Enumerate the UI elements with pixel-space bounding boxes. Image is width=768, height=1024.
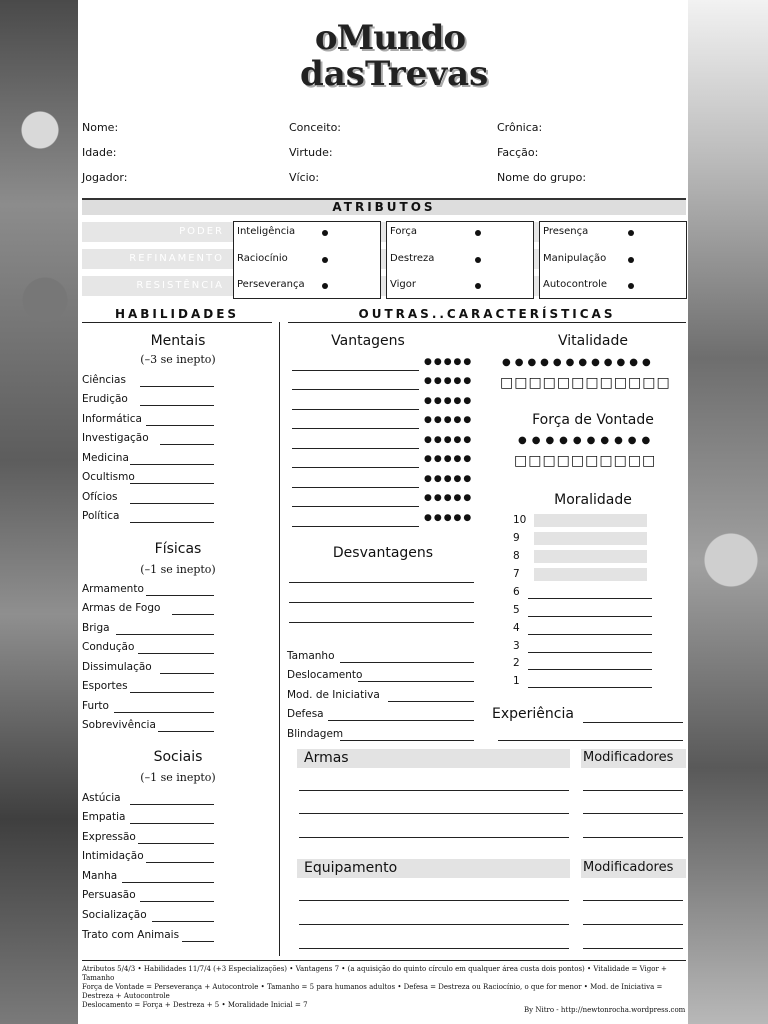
specialty-line[interactable] <box>122 882 214 883</box>
skill-armas-de-fogo: Armas de Fogo <box>82 602 161 614</box>
skill-oficios: Ofícios <box>82 491 118 503</box>
attr-forca: Força <box>390 226 418 237</box>
specialty-line[interactable] <box>114 712 214 713</box>
specialty-line[interactable] <box>140 405 214 406</box>
desvantagem-line[interactable] <box>289 602 474 603</box>
specialty-line[interactable] <box>160 673 214 674</box>
atributos-title: ATRIBUTOS <box>82 198 686 215</box>
specialty-line[interactable] <box>160 444 214 445</box>
armas-title: Armas <box>304 750 349 766</box>
skill-empatia: Empatia <box>82 811 126 823</box>
stat-mod-iniciativa: Mod. de Iniciativa <box>287 689 380 701</box>
vantagem-line[interactable] <box>292 389 419 390</box>
moral-bar[interactable] <box>534 532 647 545</box>
skill-manha: Manha <box>82 870 118 882</box>
skill-esportes: Esportes <box>82 680 128 692</box>
attr-raciocinio: Raciocínio <box>237 253 288 264</box>
sociais-penalty: (–1 se inepto) <box>140 771 216 784</box>
forca-vontade-boxes[interactable]: □□□□□□□□□□ <box>514 453 657 469</box>
forca-vontade-dots[interactable]: ●●●●●●●●●● <box>518 435 656 446</box>
skill-briga: Briga <box>82 622 110 634</box>
field-idade: Idade: <box>82 146 117 159</box>
equipamento-title: Equipamento <box>304 860 398 876</box>
attr-manipulacao: Manipulação <box>543 253 607 264</box>
vantagem-line[interactable] <box>292 370 419 371</box>
mentais-title: Mentais <box>150 333 206 349</box>
skill-erudicao: Erudição <box>82 393 128 405</box>
skill-socializacao: Socialização <box>82 909 147 921</box>
skill-dissimulacao: Dissimulação <box>82 661 152 673</box>
dot[interactable] <box>475 257 481 263</box>
specialty-line[interactable] <box>130 464 214 465</box>
specialty-line[interactable] <box>130 692 214 693</box>
footer-rules <box>82 965 686 1010</box>
equipamento-mod-line[interactable] <box>583 948 683 949</box>
specialty-line[interactable] <box>172 614 214 615</box>
vantagem-line[interactable] <box>292 487 419 488</box>
vantagens-title: Vantagens <box>331 333 405 349</box>
footer-line: Força de Vontade = Perseverança + Autocontrole • Tamanho = 5 para humanos adultos • Defesa = Destreza ou Raciocínio, o que for menor • Mod. de Iniciativa = Destreza + Autocontrole <box>82 983 663 1000</box>
equipamento-modificadores-title: Modificadores <box>583 860 674 875</box>
skill-politica: Política <box>82 510 120 522</box>
desvantagens-title: Desvantagens <box>332 545 434 561</box>
specialty-line[interactable] <box>116 634 214 635</box>
moral-level: 2 <box>513 657 520 669</box>
stat-blindagem: Blindagem <box>287 728 344 740</box>
attr-destreza: Destreza <box>390 253 435 264</box>
specialty-line[interactable] <box>130 503 214 504</box>
footer-credit: By Nitro - http://newtonrocha.wordpress.com <box>524 1006 686 1014</box>
moral-line[interactable] <box>528 598 652 599</box>
arma-mod-line[interactable] <box>583 837 683 838</box>
attr-presenca: Presença <box>543 226 589 237</box>
skill-investigacao: Investigação <box>82 432 149 444</box>
moral-level: 4 <box>513 622 520 634</box>
moral-line[interactable] <box>528 669 652 670</box>
specialty-line[interactable] <box>182 941 214 942</box>
skill-informatica: Informática <box>82 413 142 425</box>
equipamento-line[interactable] <box>299 900 569 901</box>
skill-conducao: Condução <box>82 641 135 653</box>
dot[interactable] <box>628 230 634 236</box>
specialty-line[interactable] <box>140 901 214 902</box>
vantagem-line[interactable] <box>292 467 419 468</box>
moral-line[interactable] <box>528 687 652 688</box>
stat-line[interactable] <box>340 662 474 663</box>
armas-modificadores-title: Modificadores <box>583 750 674 765</box>
forca-vontade-title: Força de Vontade <box>532 412 654 428</box>
moral-bar[interactable] <box>534 568 647 581</box>
moral-level: 1 <box>513 675 520 687</box>
vantagem-dots[interactable]: ●●●●● <box>424 396 474 406</box>
specialty-line[interactable] <box>130 804 214 805</box>
habilidades-title: HABILIDADES <box>82 307 272 323</box>
vantagem-dots[interactable]: ●●●●● <box>424 435 474 445</box>
footer-line: Deslocamento = Força + Destreza + 5 • Moralidade Inicial = 7 <box>82 1001 308 1009</box>
sociais-title: Sociais <box>153 749 203 765</box>
dot[interactable] <box>628 257 634 263</box>
dot[interactable] <box>628 283 634 289</box>
attr-autocontrole: Autocontrole <box>543 279 608 290</box>
logo: oMundo dasTrevas <box>300 18 489 94</box>
dot[interactable] <box>475 283 481 289</box>
vantagem-dots[interactable]: ●●●●● <box>424 474 474 484</box>
moral-line[interactable] <box>528 634 652 635</box>
dot[interactable] <box>475 230 481 236</box>
equipamento-line[interactable] <box>299 948 569 949</box>
vantagem-line[interactable] <box>292 448 419 449</box>
field-cronica: Crônica: <box>497 121 543 134</box>
specialty-line[interactable] <box>146 862 214 863</box>
arma-line[interactable] <box>299 837 569 838</box>
vitalidade-dots[interactable]: ●●●●●●●●●●●● <box>502 357 655 368</box>
right-artwork <box>686 0 768 1024</box>
moral-level: 10 <box>513 514 527 526</box>
desvantagem-line[interactable] <box>289 622 474 623</box>
field-jogador: Jogador: <box>82 171 128 184</box>
specialty-line[interactable] <box>158 731 214 732</box>
skill-expressao: Expressão <box>82 831 136 843</box>
stat-defesa: Defesa <box>287 708 324 720</box>
field-nome: Nome: <box>82 121 119 134</box>
field-virtude: Virtude: <box>289 146 333 159</box>
stat-line[interactable] <box>388 701 474 702</box>
vantagem-line[interactable] <box>292 409 419 410</box>
field-vicio: Vício: <box>289 171 320 184</box>
moral-level: 8 <box>513 550 520 562</box>
equipamento-mod-line[interactable] <box>583 900 683 901</box>
skill-persuasao: Persuasão <box>82 889 136 901</box>
vitalidade-boxes[interactable]: □□□□□□□□□□□□ <box>500 375 671 391</box>
skill-armamento: Armamento <box>82 583 144 595</box>
dot[interactable] <box>322 283 328 289</box>
moral-level: 7 <box>513 568 520 580</box>
experiencia-title: Experiência <box>492 706 574 722</box>
attr-vigor: Vigor <box>390 279 416 290</box>
arma-mod-line[interactable] <box>583 790 683 791</box>
experiencia-line[interactable] <box>583 722 683 723</box>
vantagem-dots[interactable]: ●●●●● <box>424 493 474 503</box>
vantagem-line[interactable] <box>292 526 419 527</box>
vantagem-dots[interactable]: ●●●●● <box>424 415 474 425</box>
mental-attributes <box>233 221 381 299</box>
vantagem-dots[interactable]: ●●●●● <box>424 376 474 386</box>
specialty-line[interactable] <box>152 921 214 922</box>
field-faccao: Facção: <box>497 146 539 159</box>
specialty-line[interactable] <box>130 522 214 523</box>
vantagem-line[interactable] <box>292 428 419 429</box>
arma-mod-line[interactable] <box>583 813 683 814</box>
left-artwork <box>0 0 80 1024</box>
dot[interactable] <box>322 257 328 263</box>
vantagem-dots[interactable]: ●●●●● <box>424 513 474 523</box>
stat-line[interactable] <box>358 681 474 682</box>
skill-trato-com-animais: Trato com Animais <box>82 929 180 941</box>
skill-ocultismo: Ocultismo <box>82 471 135 483</box>
specialty-line[interactable] <box>138 653 214 654</box>
experiencia-line[interactable] <box>498 740 683 741</box>
moral-level: 5 <box>513 604 520 616</box>
skill-medicina: Medicina <box>82 452 129 464</box>
row-label-resistencia: RESISTÊNCIA <box>136 280 224 291</box>
specialty-line[interactable] <box>130 483 214 484</box>
moral-level: 6 <box>513 586 520 598</box>
specialty-line[interactable] <box>146 595 214 596</box>
skill-intimidacao: Intimidação <box>82 850 144 862</box>
moral-level: 9 <box>513 532 520 544</box>
vantagem-dots[interactable]: ●●●●● <box>424 454 474 464</box>
arma-line[interactable] <box>299 790 569 791</box>
moral-line[interactable] <box>528 652 652 653</box>
character-sheet <box>78 0 688 1024</box>
attr-inteligencia: Inteligência <box>237 226 296 237</box>
moral-bar[interactable] <box>534 514 647 527</box>
equipamento-mod-line[interactable] <box>583 924 683 925</box>
stat-line[interactable] <box>328 720 474 721</box>
vantagem-dots[interactable]: ●●●●● <box>424 357 474 367</box>
specialty-line[interactable] <box>146 425 214 426</box>
skill-ciencias: Ciências <box>82 374 126 386</box>
dot[interactable] <box>322 230 328 236</box>
equipamento-line[interactable] <box>299 924 569 925</box>
stat-line[interactable] <box>340 740 474 741</box>
skill-sobrevivencia: Sobrevivência <box>82 719 156 731</box>
specialty-line[interactable] <box>138 843 214 844</box>
moral-line[interactable] <box>528 616 652 617</box>
footer-line: Atributos 5/4/3 • Habilidades 11/7/4 (+3 Especializações) • Vantagens 7 • (a aquisição do quinto círculo em qualquer área custa dois pontos) • Vitalidade = Vigor + Tamanho <box>82 965 667 982</box>
specialty-line[interactable] <box>140 386 214 387</box>
desvantagem-line[interactable] <box>289 582 474 583</box>
moralidade-title: Moralidade <box>554 492 632 508</box>
fisicas-penalty: (–1 se inepto) <box>140 563 216 576</box>
outras-title: OUTRAS..CARACTERÍSTICAS <box>288 307 686 323</box>
skill-astucia: Astúcia <box>82 792 121 804</box>
vitalidade-title: Vitalidade <box>558 333 628 349</box>
stat-tamanho: Tamanho <box>287 650 335 662</box>
stat-deslocamento: Deslocamento <box>287 669 363 681</box>
footer-divider <box>82 960 686 961</box>
attr-perseveranca: Perseverança <box>237 279 305 290</box>
mentais-penalty: (–3 se inepto) <box>140 353 216 366</box>
row-label-poder: PODER <box>179 226 224 237</box>
specialty-line[interactable] <box>130 823 214 824</box>
row-label-refinamento: REFINAMENTO <box>129 253 224 264</box>
column-divider <box>279 322 280 956</box>
skill-furto: Furto <box>82 700 109 712</box>
moral-bar[interactable] <box>534 550 647 563</box>
moral-level: 3 <box>513 640 520 652</box>
field-conceito: Conceito: <box>289 121 342 134</box>
physical-attributes <box>386 221 534 299</box>
fisicas-title: Físicas <box>154 541 202 557</box>
social-attributes <box>539 221 687 299</box>
field-nome-grupo: Nome do grupo: <box>497 171 587 184</box>
arma-line[interactable] <box>299 813 569 814</box>
vantagem-line[interactable] <box>292 506 419 507</box>
